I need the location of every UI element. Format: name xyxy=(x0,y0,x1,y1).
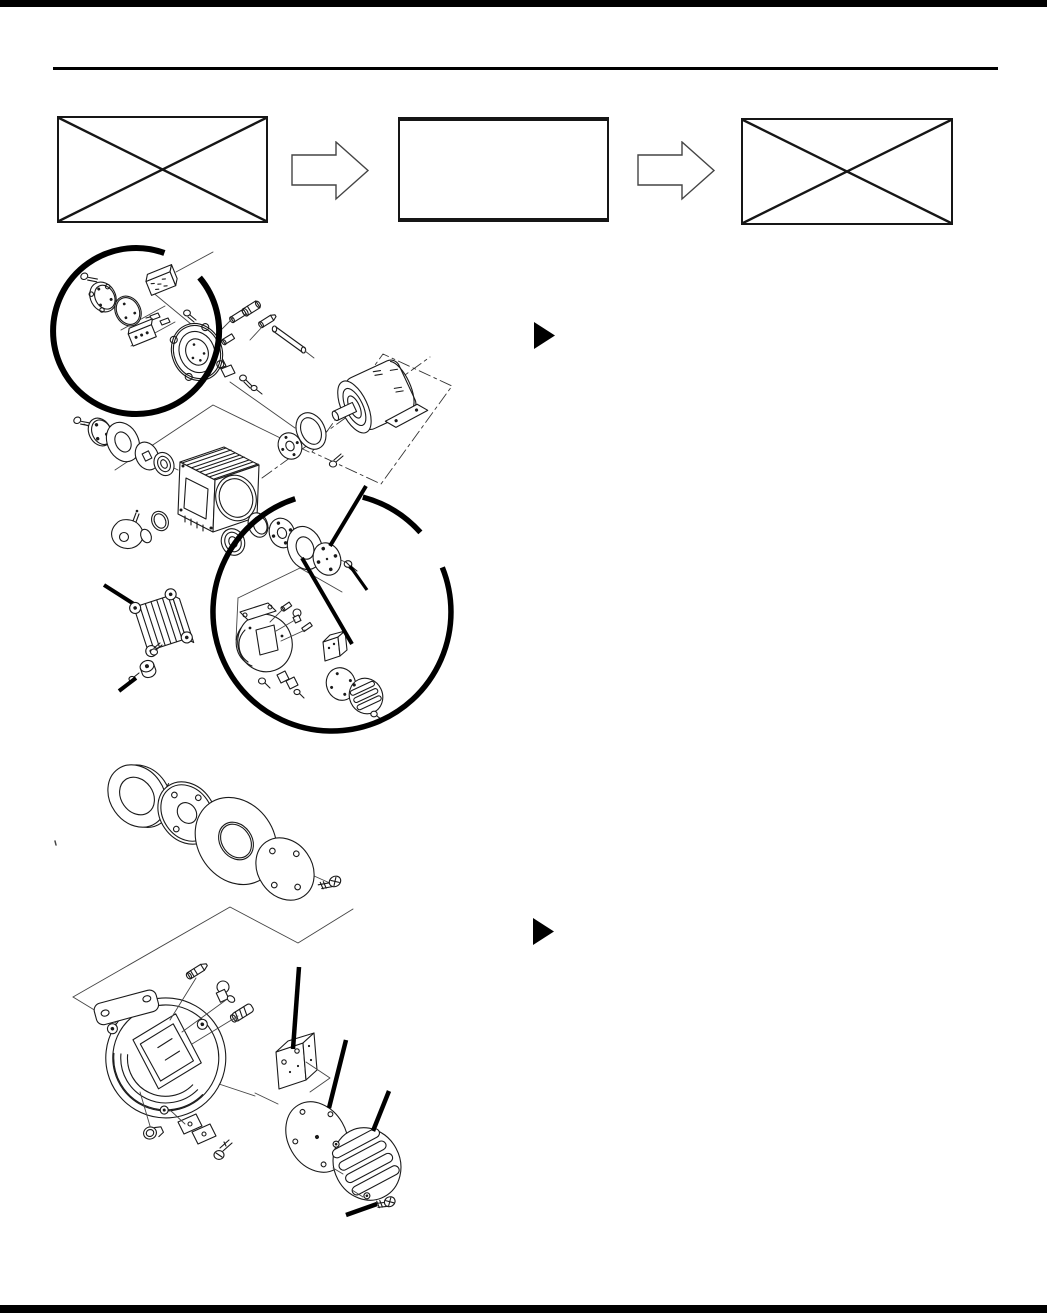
pump-disc-stack xyxy=(73,413,178,479)
cap-nut xyxy=(139,659,158,680)
play-triangle-icon xyxy=(534,322,555,349)
leader-line xyxy=(350,566,367,590)
plate-screw xyxy=(318,872,343,894)
fittings-cluster xyxy=(221,300,277,346)
screw xyxy=(214,1140,232,1159)
crank-eccentric xyxy=(112,510,154,549)
callout-circle-2 xyxy=(363,497,421,532)
play-triangle-icon xyxy=(533,918,554,945)
figure-upper-exploded-view xyxy=(53,248,555,731)
head-body-small xyxy=(230,603,301,679)
bottom-black-bar xyxy=(0,1305,1047,1313)
valve-block xyxy=(276,967,330,1092)
muffler-fitting xyxy=(229,1003,254,1024)
valve-block-small xyxy=(323,631,347,661)
long-pin xyxy=(272,326,314,358)
screw xyxy=(184,310,196,322)
pump-head-body xyxy=(90,975,240,1132)
valve-fin-plate-group xyxy=(104,585,194,691)
o-ring xyxy=(148,509,171,534)
finned-head-cover xyxy=(320,1091,413,1212)
figure-lower-exploded-view xyxy=(55,748,554,1215)
head-screws-small xyxy=(259,671,305,698)
motor xyxy=(321,354,428,449)
leader-line xyxy=(330,486,366,546)
valve-box xyxy=(144,265,180,296)
